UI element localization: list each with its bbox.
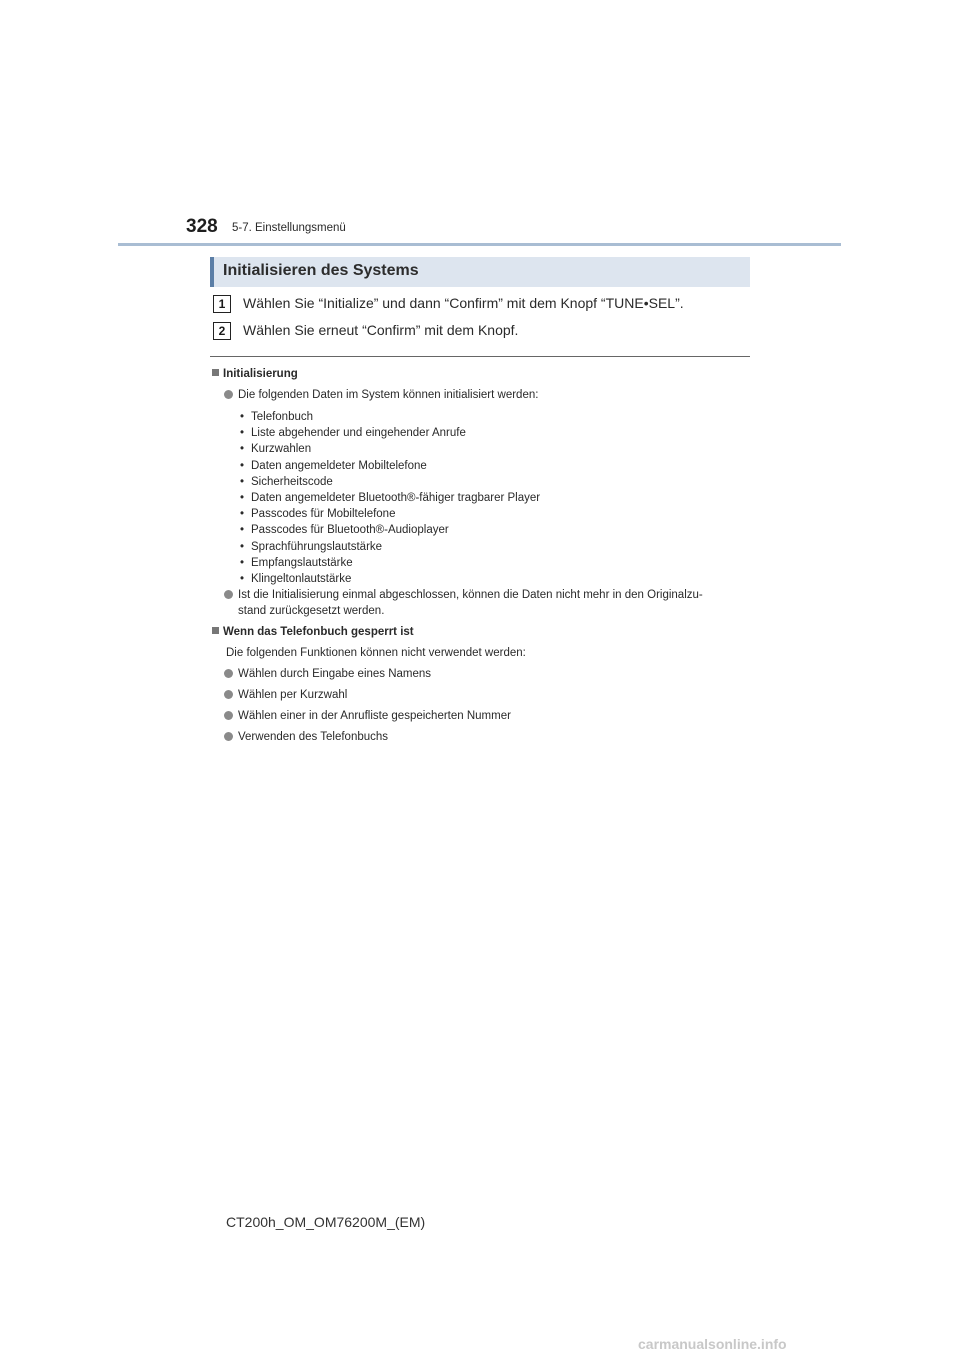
list-item: • Sprachführungslautstärke	[240, 540, 383, 553]
bullet-item	[224, 731, 388, 743]
section-divider	[210, 356, 750, 357]
list-item: • Sicherheitscode	[240, 475, 333, 488]
bullet-text: Die folgenden Daten im System können initialisiert werden:	[238, 389, 539, 401]
note-heading-initialisierung	[212, 368, 298, 380]
step-text-2: Wählen Sie erneut “Confirm” mit dem Knopf.	[243, 322, 519, 338]
circle-bullet-icon	[224, 732, 233, 741]
data-list	[240, 409, 540, 587]
section-title: Initialisieren des Systems	[223, 262, 419, 279]
list-item: • Klingeltonlautstärke	[240, 573, 352, 586]
bullet-item	[224, 710, 511, 722]
square-bullet-icon	[212, 369, 219, 376]
circle-bullet-icon	[224, 590, 233, 599]
bullet-text-continued: stand zurückgesetzt werden.	[238, 605, 385, 617]
note-heading-text: Wenn das Telefonbuch gesperrt ist	[223, 626, 414, 638]
bullet-text: Wählen durch Eingabe eines Namens	[238, 668, 432, 680]
bullet-text: Verwenden des Telefonbuchs	[238, 731, 389, 743]
section-header	[210, 257, 750, 287]
circle-bullet-icon	[224, 690, 233, 699]
list-item: • Telefonbuch	[240, 411, 314, 423]
circle-bullet-icon	[224, 669, 233, 678]
bullet-text: Wählen einer in der Anrufliste gespeicherten Nummer	[238, 710, 511, 722]
note-intro: Die folgenden Funktionen können nicht verwendet werden:	[226, 647, 526, 659]
footer-document-code: CT200h_OM_OM76200M_(EM)	[226, 1214, 426, 1230]
page-number: 328	[186, 216, 218, 237]
list-item: • Liste abgehender und eingehender Anrufe	[240, 427, 466, 440]
bullet-item	[224, 689, 347, 701]
bullet-item	[224, 668, 431, 680]
list-item: • Daten angemeldeter Bluetooth®-fähiger tragbarer Player	[240, 492, 541, 505]
step-number-2: 2	[213, 322, 231, 340]
circle-bullet-icon	[224, 390, 233, 399]
list-item: • Passcodes für Bluetooth®-Audioplayer	[240, 524, 449, 537]
note-heading-text: Initialisierung	[223, 368, 298, 380]
bullet-text: Ist die Initialisierung einmal abgeschlossen, können die Daten nicht mehr in den Originalzu-	[238, 589, 703, 601]
header-rule	[118, 243, 841, 246]
step-number-1: 1	[213, 295, 231, 313]
bullet-text: Wählen per Kurzwahl	[238, 689, 348, 701]
step-text-1: Wählen Sie “Initialize” und dann “Confirm” mit dem Knopf “TUNE•SEL”.	[243, 295, 684, 311]
list-item: • Kurzwahlen	[240, 443, 312, 456]
list-item: • Passcodes für Mobiltelefone	[240, 508, 396, 521]
bullet-item	[224, 389, 538, 401]
bullet-item	[224, 589, 703, 601]
square-bullet-icon	[212, 627, 219, 634]
circle-bullet-icon	[224, 711, 233, 720]
note-heading-telefonbuch	[212, 626, 414, 638]
watermark: carmanualsonline.info	[638, 1336, 787, 1352]
list-item: • Empfangslautstärke	[240, 556, 353, 569]
chapter-title: 5-7. Einstellungsmenü	[232, 222, 346, 234]
list-item: • Daten angemeldeter Mobiltelefone	[240, 459, 427, 472]
